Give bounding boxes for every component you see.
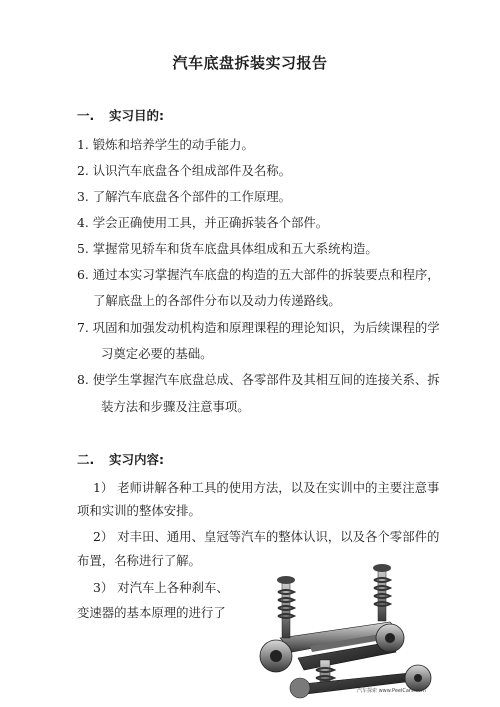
paragraph-line: 3） 对汽车上各种刹车、 bbox=[93, 580, 229, 595]
list-item: 1. 锻炼和培养学生的动手能力。 bbox=[77, 137, 254, 152]
paragraph-line: 2） 对丰田、通用、皇冠等汽车的整体认识，以及各个零部件的 bbox=[93, 529, 440, 544]
chassis-illustration bbox=[240, 560, 440, 700]
list-item: 2. 认识汽车底盘各个组成部件及名称。 bbox=[77, 163, 292, 178]
list-item: 6. 通过本实习掌握汽车底盘的构造的五大部件的拆装要点和程序， bbox=[77, 267, 440, 282]
paragraph-line: 布置，名称进行了解。 bbox=[77, 553, 201, 568]
list-item-continuation: 装方法和步骤及注意事项。 bbox=[101, 399, 250, 414]
paragraph-line: 1） 老师讲解各种工具的使用方法，以及在实训中的主要注意事 bbox=[93, 480, 440, 495]
list-item: 5. 掌握常见轿车和货车底盘具体组成和五大系统构造。 bbox=[77, 241, 378, 256]
list-item: 7. 巩固和加强发动机构造和原理课程的理论知识，为后续课程的学 bbox=[77, 320, 440, 335]
list-item: 3. 了解汽车底盘各个部件的工作原理。 bbox=[77, 189, 292, 204]
section-1-heading bbox=[77, 106, 164, 124]
section-1-title: 实习目的: bbox=[109, 108, 164, 123]
image-caption: 汽车探索 www.PeelCars.com bbox=[357, 688, 426, 694]
list-item-continuation: 习奠定必要的基础。 bbox=[101, 346, 213, 361]
page-title: 汽车底盘拆装实习报告 bbox=[172, 54, 328, 72]
paragraph-line: 项和实训的整体安排。 bbox=[77, 503, 201, 518]
list-item-continuation: 了解底盘上的各部件分布以及动力传递路线。 bbox=[93, 293, 341, 308]
section-1-number: 一. bbox=[77, 108, 95, 123]
section-2-title: 实习内容: bbox=[109, 452, 164, 467]
list-item: 8. 使学生掌握汽车底盘总成、各零部件及其相互间的连接关系、拆 bbox=[77, 372, 440, 387]
chassis-suspension-image bbox=[240, 560, 440, 700]
section-2-number: 二. bbox=[77, 452, 95, 467]
list-item: 4. 学会正确使用工具，并正确拆装各个部件。 bbox=[77, 215, 329, 230]
section-2-heading bbox=[77, 450, 164, 468]
paragraph-line: 变速器的基本原理的进行了 bbox=[77, 605, 226, 620]
